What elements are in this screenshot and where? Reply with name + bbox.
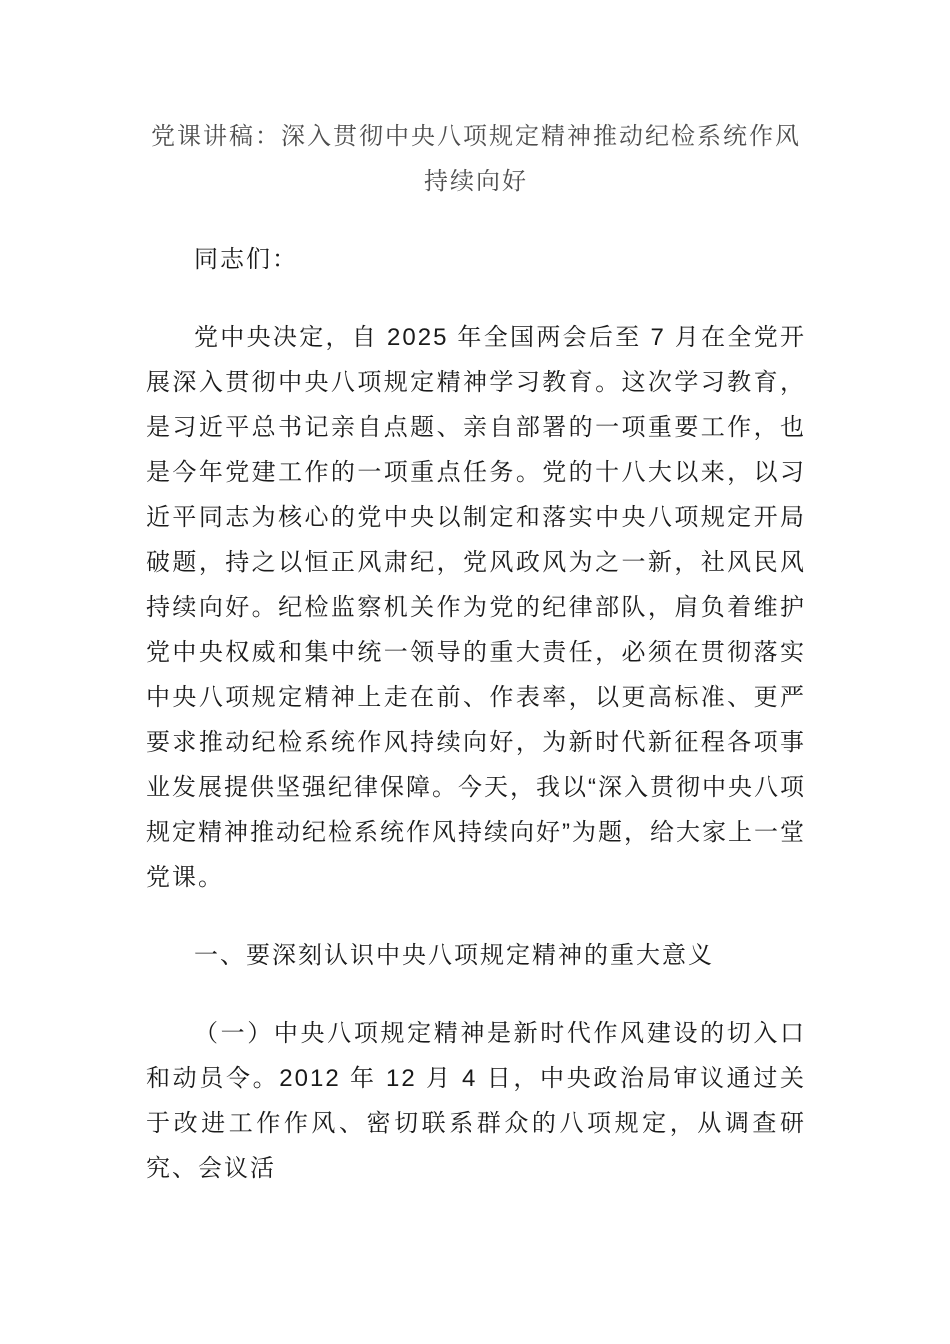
intro-paragraph: 党中央决定，自 2025 年全国两会后至 7 月在全党开展深入贯彻中央八项规定精神学习教育。这次学习教育，是习近平总书记亲自点题、亲自部署的一项重要工作，也是今年党建工作的一项重点任务。党的十八大以来，以习近平同志为核心的党中央以制定和落实中央八项规定开局破题，持之以恒正风肃纪，党风政风为之一新，社风民风持续向好。纪检监察机关作为党的纪律部队，肩负着维护党中央权威和集中统一领导的重大责任，必须在贯彻落实中央八项规定精神上走在前、作表率，以更高标准、更严要求推动纪检系统作风持续向好，为新时代新征程各项事业发展提供坚强纪律保障。今天，我以“深入贯彻中央八项规定精神推动纪检系统作风持续向好”为题，给大家上一堂党课。 [146, 324, 806, 891]
section-1-heading: 一、要深刻认识中央八项规定精神的重大意义 [194, 942, 714, 969]
salutation: 同志们： [194, 246, 298, 273]
document-title: 党课讲稿：深入贯彻中央八项规定精神推动纪检系统作风持续向好 [151, 123, 801, 195]
section-1-paragraph: （一）中央八项规定精神是新时代作风建设的切入口和动员令。2012 年 12 月 4 日，中央政治局审议通过关于改进工作作风、密切联系群众的八项规定，从调查研究、会议活 [146, 1020, 806, 1182]
